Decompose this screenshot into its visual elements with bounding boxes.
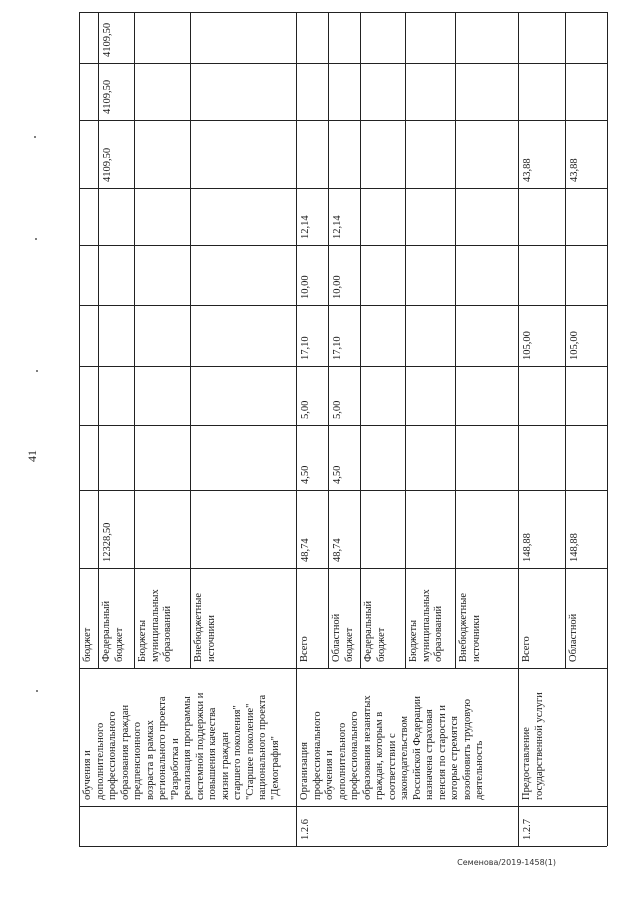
value-cell: 43,88 [522,158,533,182]
scan-speck [36,370,38,372]
row-separator [296,12,297,846]
row-id: 1.2.7 [522,819,533,840]
scan-speck [36,690,38,692]
column-separator [79,245,607,246]
value-cell: 12328,50 [102,522,113,562]
value-cell: 17,10 [332,336,343,360]
subrow-separator [328,12,329,668]
value-cell: 4,50 [332,465,343,484]
subrow-separator [134,12,135,668]
source-label: бюджет [82,627,93,662]
subrow-separator [565,12,566,668]
value-cell: 105,00 [522,331,533,360]
column-separator [79,366,607,367]
value-cell: 10,00 [332,275,343,299]
table-border [79,846,607,847]
source-label: Всего [521,636,532,662]
source-label: Внебюджетные источники [458,593,482,662]
value-cell: 5,00 [300,400,311,419]
row-name: Предоставление государственной услуги [521,692,545,800]
column-separator [79,568,607,569]
subrow-separator [455,12,456,668]
value-cell: 4109,50 [102,147,113,182]
value-cell: 148,88 [569,533,580,562]
subrow-separator [405,12,406,668]
column-separator [79,806,607,807]
value-cell: 4109,50 [102,79,113,114]
source-label: Всего [299,636,310,662]
row-name: Организация профессионального обучения и дополнительного профессионального образования незанятых граждан, которым в соответствии с законодательством Российской Федерации назначена страховая пенсия по старости и которые стремятся возобновить трудовую деятельность [299,695,485,800]
row-separator [518,12,519,846]
source-label: Областной [568,613,579,662]
source-label: Бюджеты муниципальных образований [137,589,173,662]
source-label: Бюджеты муниципальных образований [408,589,444,662]
column-separator [79,120,607,121]
value-cell: 43,88 [569,158,580,182]
value-cell: 4,50 [300,465,311,484]
source-label: Внебюджетные источники [193,593,217,662]
value-cell: 12,14 [332,215,343,239]
subrow-separator [98,12,99,668]
footer-stamp: Семенова/2019-1458(1) [457,858,556,867]
value-cell: 10,00 [300,275,311,299]
subrow-separator [360,12,361,668]
column-separator [79,188,607,189]
value-cell: 48,74 [300,538,311,562]
column-separator [79,63,607,64]
value-cell: 48,74 [332,538,343,562]
source-label: Федеральный бюджет [363,600,387,662]
value-cell: 4109,50 [102,22,113,57]
column-separator [79,668,607,669]
value-cell: 105,00 [569,331,580,360]
source-label: Областной бюджет [331,613,355,662]
value-cell: 17,10 [300,336,311,360]
value-cell: 12,14 [300,215,311,239]
scan-speck [35,238,37,240]
row-name: обучения и дополнительного профессионального образования граждан предпенсионного возраста в рамках регионального проекта "Разработка и реализация программы системной поддержки и повышения качества жизни граждан старшего поколения" "Старшее поколение" национального проекта "Демография" [82,692,281,800]
column-separator [79,490,607,491]
value-cell: 5,00 [332,400,343,419]
source-label: Федеральный бюджет [101,600,125,662]
subrow-separator [190,12,191,668]
table-border [79,12,80,846]
table-border [607,12,608,846]
table-border [79,12,607,13]
row-id: 1.2.6 [300,819,311,840]
scan-speck [34,136,36,138]
column-separator [79,425,607,426]
column-separator [79,305,607,306]
value-cell: 148,88 [522,533,533,562]
page-number: 41 [25,450,39,462]
